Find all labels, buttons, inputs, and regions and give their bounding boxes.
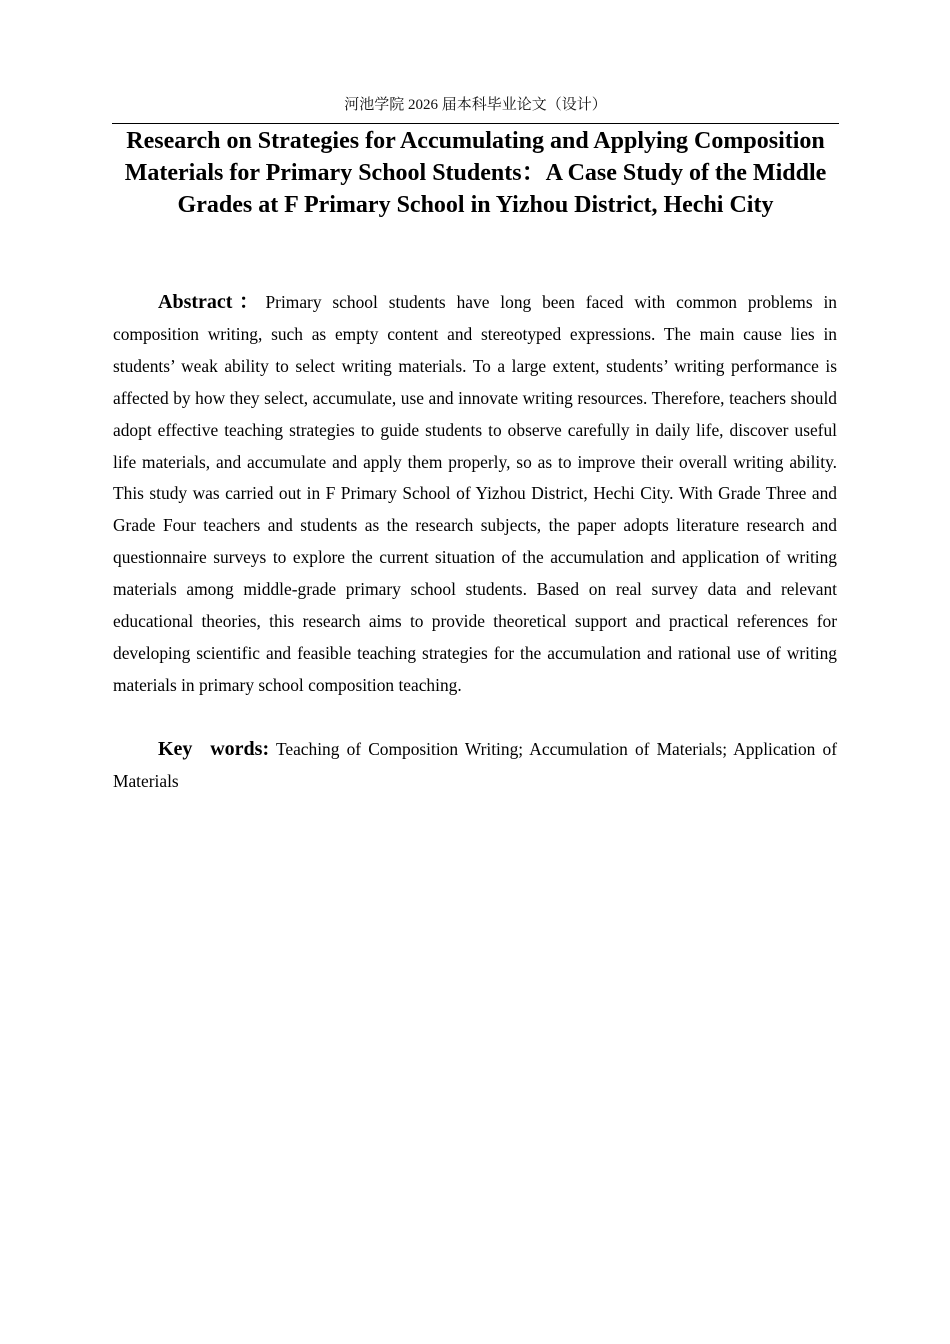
abstract-label: Abstract： [158,291,266,313]
abstract-paragraph [113,287,837,702]
abstract-text: Primary school students have long been faced with common problems in composition writing, such as empty content and stereotyped expressions. The main cause lies in students’ weak ability to select writing materials. To a large extent, students’ writing performance is affected by how they select, accumulate, use and innovate writing resources. Therefore, teachers should adopt effective teaching strategies to guide students to observe carefully in daily life, discover useful life materials, and accumulate and apply them properly, so as to improve their overall writing ability. This study was carried out in F Primary School of Yizhou District, Hechi City. With Grade Three and Grade Four teachers and students as the research subjects, the paper adopts literature research and questionnaire surveys to explore the current situation of the accumulation and application of writing materials among middle-grade primary school students. Based on real survey data and relevant educational theories, this research aims to provide theoretical support and practical references for developing scientific and feasible teaching strategies for the accumulation and rational use of writing materials in primary school composition teaching. [113,292,837,695]
keywords-text: Teaching of Composition Writing; Accumulation of Materials; Application of Materials [113,739,837,791]
keywords-label: Key words: [158,738,270,760]
paper-title: Research on Strategies for Accumulating and Applying Composition Materials for Primary School Students：A Case Study of the Middle Grades at F Primary School in Yizhou District, Hechi City [124,128,827,218]
keywords-paragraph [113,734,837,798]
running-header: 河池学院 2026 届本科毕业论文（设计） [344,97,607,113]
header-rule [112,123,839,124]
